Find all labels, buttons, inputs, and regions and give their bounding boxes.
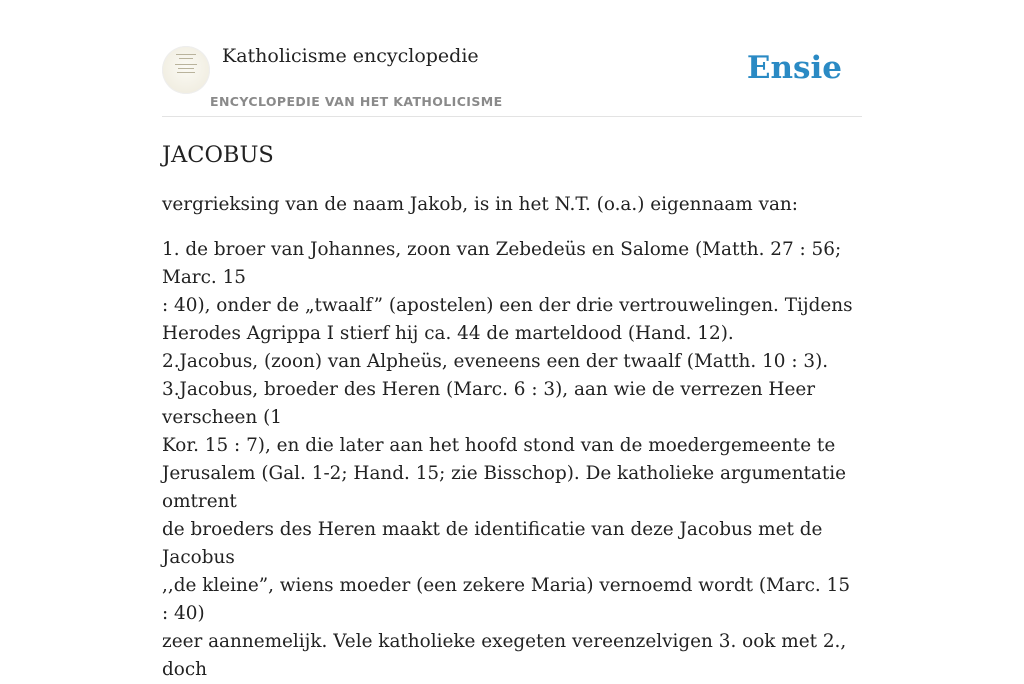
body-line: : 40), onder de „twaalf” (apostelen) een der drie vertrouwelingen. Tijdens — [162, 295, 853, 316]
body-line: Herodes Agrippa I stierf hij ca. 44 de marteldood (Hand. 12). — [162, 323, 734, 344]
site-header — [162, 0, 862, 117]
ensie-brand-link[interactable]: Ensie — [746, 50, 842, 86]
entry-title: JACOBUS — [162, 142, 274, 168]
entry-intro: vergrieksing van de naam Jakob, is in het N.T. (o.a.) eigennaam van: — [162, 194, 798, 215]
body-line: 1. de broer van Johannes, zoon van Zebedeüs en Salome (Matth. 27 : 56; Marc. 15 — [162, 239, 842, 288]
encyclopedia-logo[interactable] — [162, 46, 210, 94]
article-content — [162, 138, 862, 684]
body-line: Jerusalem (Gal. 1-2; Hand. 15; zie Bisschop). De katholieke argumentatie omtrent — [162, 463, 847, 512]
body-line: 3.Jacobus, broeder des Heren (Marc. 6 : 3), aan wie de verrezen Heer verscheen (1 — [162, 379, 816, 428]
site-title[interactable]: Katholicisme encyclopedie — [222, 45, 479, 67]
body-line: 2.Jacobus, (zoon) van Alpheüs, eveneens een der twaalf (Matth. 10 : 3). — [162, 351, 829, 372]
body-line: ,,de kleine”, wiens moeder (een zekere Maria) vernoemd wordt (Marc. 15 : 40) — [162, 575, 851, 624]
body-line: zeer aannemelijk. Vele katholieke exegeten vereenzelvigen 3. ook met 2., doch — [162, 631, 847, 680]
entry-body — [162, 236, 862, 684]
body-line: Kor. 15 : 7), en die later aan het hoofd stond van de moedergemeente te — [162, 435, 836, 456]
site-subtitle: ENCYCLOPEDIE VAN HET KATHOLICISME — [210, 94, 503, 109]
body-line: de broeders des Heren maakt de identificatie van deze Jacobus met de Jacobus — [162, 519, 823, 568]
